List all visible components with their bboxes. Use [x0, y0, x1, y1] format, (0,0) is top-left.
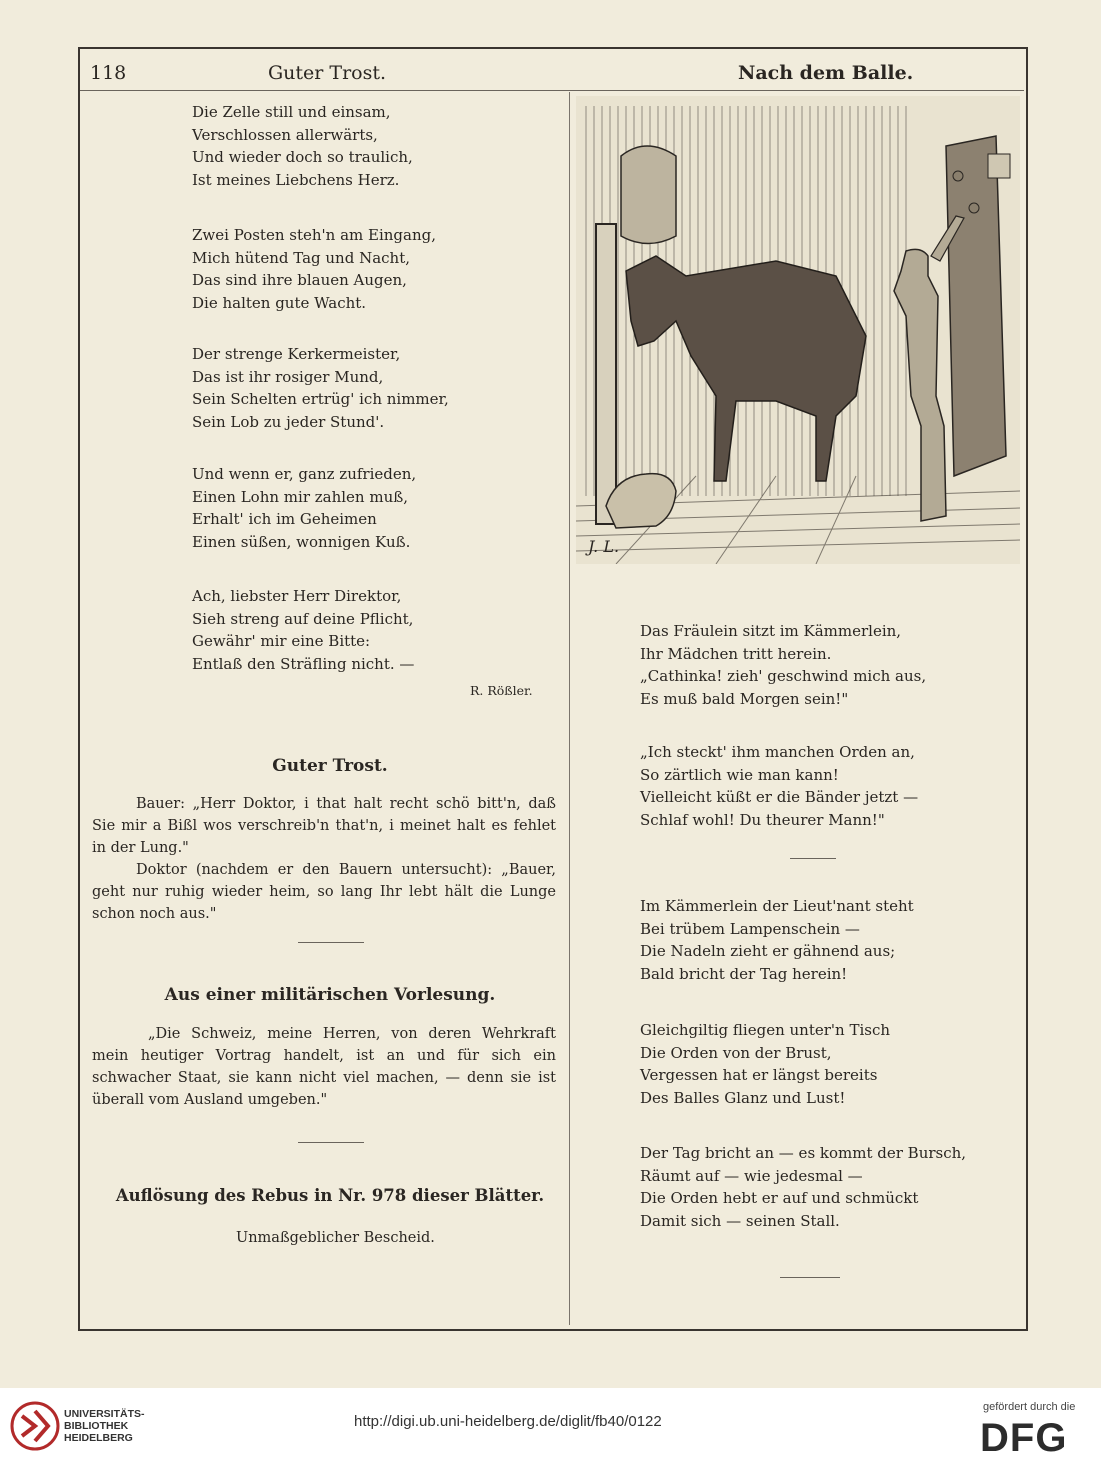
verse-line: Die halten gute Wacht.	[192, 293, 367, 312]
header-rule	[80, 90, 1024, 91]
verse-line: Einen süßen, wonnigen Kuß.	[192, 532, 411, 551]
verse-line: Das ist ihr rosiger Mund,	[192, 367, 384, 386]
library-name-line: BIBLIOTHEK	[64, 1420, 129, 1432]
verse-line: Räumt auf — wie jedesmal —	[640, 1166, 863, 1185]
library-name	[64, 1408, 145, 1444]
right-running-title: Nach dem Balle.	[738, 62, 914, 84]
funding-caption: gefördert durch die	[983, 1401, 1076, 1413]
verse-line: Einen Lohn mir zahlen muß,	[192, 487, 409, 506]
verse-line: Sein Schelten ertrüg' ich nimmer,	[192, 390, 449, 408]
stable-illustration	[576, 96, 1020, 564]
verse-line: Im Kämmerlein der Lieut'nant steht	[640, 897, 914, 915]
verse-line: Das Fräulein sitzt im Kämmerlein,	[640, 622, 902, 640]
poem-right-stanza-3	[640, 895, 914, 985]
verse-line: Ihr Mädchen tritt herein.	[640, 644, 832, 663]
page-number: 118	[90, 62, 127, 84]
guter-trost-text	[92, 793, 556, 925]
poem-right-stanza-1	[640, 620, 926, 710]
medal	[969, 203, 979, 213]
poem-left-stanza-4	[192, 463, 416, 553]
verse-line: Entlaß den Sträfling nicht. —	[192, 654, 415, 673]
illustration-signature: J. L.	[588, 537, 620, 556]
paragraph: „Die Schweiz, meine Herren, von deren Wehrkraft mein heutiger Vortrag handelt, ist an und für sich ein schwacher Staat, sie kann nicht viel machen, — denn sie ist überall vom Ausland umgeben."	[92, 1026, 556, 1108]
picture-on-wall	[988, 154, 1010, 178]
separator	[298, 942, 364, 943]
left-running-title: Guter Trost.	[268, 62, 387, 84]
verse-line: Vielleicht küßt er die Bänder jetzt —	[640, 788, 919, 806]
separator	[790, 858, 836, 859]
permalink-url[interactable]: http://digi.ub.uni-heidelberg.de/diglit/fb40/0122	[354, 1413, 662, 1430]
rebus-answer: Unmaßgeblicher Bescheid.	[236, 1230, 435, 1246]
library-logo-icon	[10, 1401, 60, 1451]
hay-rack	[621, 146, 676, 244]
verse-line: Das sind ihre blauen Augen,	[192, 271, 407, 289]
verse-line: Der Tag bricht an — es kommt der Bursch,	[640, 1144, 967, 1162]
section-title-guter-trost: Guter Trost.	[272, 756, 388, 776]
verse-line: Die Orden von der Brust,	[640, 1043, 832, 1062]
poem-right-stanza-5	[640, 1142, 966, 1232]
vorlesung-text	[92, 1023, 556, 1111]
verse-line: „Cathinka! zieh' geschwind mich aus,	[640, 667, 927, 685]
verse-line: Und wieder doch so traulich,	[192, 148, 413, 166]
verse-line: Zwei Posten steh'n am Eingang,	[192, 226, 436, 244]
paragraph: Doktor (nachdem er den Bauern untersucht): „Bauer, geht nur ruhig wieder heim, so lang Ihr lebt hält die Lunge schon noch aus."	[92, 862, 556, 922]
column-divider	[569, 92, 570, 1325]
verse-line: Mich hütend Tag und Nacht,	[192, 248, 411, 267]
verse-line: Gleichgiltig fliegen unter'n Tisch	[640, 1021, 891, 1039]
medal	[953, 171, 963, 181]
verse-line: Erhalt' ich im Geheimen	[192, 510, 377, 528]
dfg-logo: DFG	[980, 1416, 1068, 1460]
verse-line: Der strenge Kerkermeister,	[192, 345, 401, 363]
stall-post	[596, 224, 616, 524]
library-name-line: UNIVERSITÄTS-	[64, 1408, 145, 1420]
verse-line: Vergessen hat er längst bereits	[640, 1066, 878, 1084]
verse-line: Die Orden hebt er auf und schmückt	[640, 1189, 919, 1207]
poem-right-stanza-4	[640, 1019, 890, 1109]
section-title-rebus: Auflösung des Rebus in Nr. 978 dieser Blätter.	[115, 1186, 545, 1205]
verse-line: Bald bricht der Tag herein!	[640, 964, 848, 983]
verse-line: Sieh streng auf deine Pflicht,	[192, 609, 414, 628]
separator	[780, 1277, 840, 1278]
verse-line: Es muß bald Morgen sein!"	[640, 689, 849, 708]
poem-left-stanza-1	[192, 101, 413, 191]
poem-left-stanza-3	[192, 343, 449, 433]
verse-line: Und wenn er, ganz zufrieden,	[192, 465, 417, 483]
verse-line: Die Zelle still und einsam,	[192, 103, 391, 121]
verse-line: Gewähr' mir eine Bitte:	[192, 632, 371, 650]
poem-left-stanza-2	[192, 224, 436, 314]
verse-line: Verschlossen allerwärts,	[192, 125, 378, 144]
poem-right-stanza-2	[640, 741, 918, 831]
verse-line: „Ich steckt' ihm manchen Orden an,	[640, 743, 915, 761]
verse-line: Schlaf wohl! Du theurer Mann!"	[640, 810, 885, 829]
paragraph: Bauer: „Herr Doktor, i that halt recht schö bitt'n, daß Sie mir a Bißl wos verschreib'n that'n, i meinet halt es fehlet in der Lung."	[92, 796, 556, 856]
verse-line: Ach, liebster Herr Direktor,	[192, 587, 402, 605]
verse-line: Ist meines Liebchens Herz.	[192, 170, 400, 189]
poem-left-stanza-5	[192, 585, 414, 675]
verse-line: Bei trübem Lampenschein —	[640, 919, 860, 938]
verse-line: So zärtlich wie man kann!	[640, 765, 839, 784]
verse-line: Sein Lob zu jeder Stund'.	[192, 412, 385, 431]
separator	[298, 1142, 364, 1143]
verse-line: Des Balles Glanz und Lust!	[640, 1088, 846, 1107]
verse-line: Damit sich — seinen Stall.	[640, 1211, 840, 1230]
section-title-vorlesung: Aus einer militärischen Vorlesung.	[164, 985, 496, 1005]
footer-bar	[0, 1388, 1101, 1467]
hanging-coat	[946, 136, 1006, 476]
verse-line: Die Nadeln zieht er gähnend aus;	[640, 942, 896, 960]
poem-author: R. Rößler.	[470, 683, 533, 698]
library-name-line: HEIDELBERG	[64, 1432, 133, 1444]
